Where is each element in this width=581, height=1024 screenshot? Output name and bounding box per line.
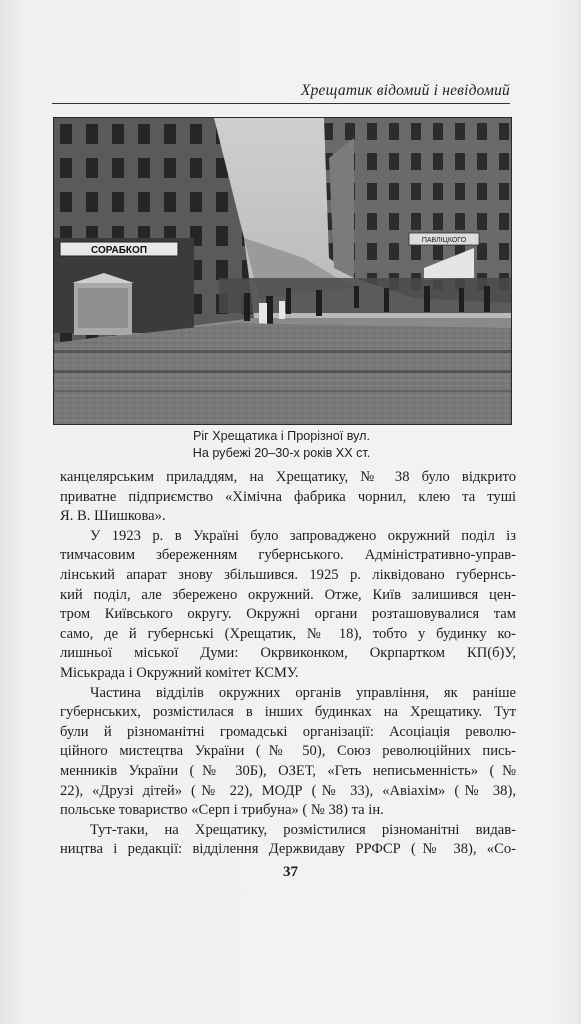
text-line: Міськрада і Окружний комітет КСМУ. [60, 664, 299, 681]
caption-line-2: На рубежі 20–30-х років XX ст. [192, 446, 371, 460]
text-line: кий поділ, але збережено окружний. Отже, Київ залишився цен- [60, 586, 516, 603]
text-line: само, де й губернські (Хрещатик, № 18), тобто у будинку ко- [60, 625, 516, 642]
text-line: ництва і редакції: відділення Держвидаву РРФСР (№ 38), «Со- [60, 841, 516, 858]
caption-line-1: Ріг Хрещатика і Прорізної вул. [192, 429, 371, 443]
text-line: тимчасовим збереженням губернського. Адміністративно-управ- [60, 547, 516, 564]
text-line: 22), «Друзі дітей» (№ 22), МОДР (№ 33), «Авіахім» (№ 38), [60, 782, 516, 799]
text-line: Тут-таки, на Хрещатику, розмістилися різноманітні видав- [90, 821, 516, 838]
text-line: губернських, розмістилася в інших будинках на Хрещатику. Тут [60, 704, 516, 721]
text-line: Частина відділів окружних органів управління, як раніше [90, 684, 516, 701]
body-text [60, 468, 516, 860]
text-line: приватне підприємство «Хімічна фабрика чорнил, клею та туші [60, 488, 516, 505]
text-line: Я. В. Шишкова». [60, 508, 166, 525]
page-number: 37 [283, 864, 298, 880]
text-line: менників України (№ 30Б), ОЗЕТ, «Геть неписьменність» (№ [60, 762, 516, 779]
text-line: У 1923 р. в Україні було запроваджено окружний поділ із [90, 527, 516, 544]
figure-caption [53, 428, 510, 462]
street-photo [53, 117, 512, 425]
text-line: ційного мистецтва України (№ 50), Союз революційних пись- [60, 743, 516, 760]
text-line: тром Київського округу. Окружні органи розташовувалися там [60, 606, 516, 623]
text-line: канцелярським приладдям, на Хрещатику, № 38 було відкрито [60, 469, 516, 485]
shop-sign-right: ПАВЛІЦКОГО [421, 237, 467, 244]
text-line: були й різноманітні громадські організації: Асоціація револю- [60, 723, 516, 740]
running-head: Хрещатик відомий і невідомий [300, 82, 510, 99]
text-line: лишньої міської Думи: Окрвиконком, Окрпартком КП(б)У, [60, 645, 516, 662]
text-line: польське товариство «Серп і трибуна» ( № 38) та ін. [60, 802, 384, 819]
text-line: лінський апарат знову збільшився. 1925 р. ліквідовано губернсь- [60, 566, 516, 583]
header-rule [52, 103, 510, 104]
sorabkop-sign: СОРАБКОП [90, 245, 148, 256]
